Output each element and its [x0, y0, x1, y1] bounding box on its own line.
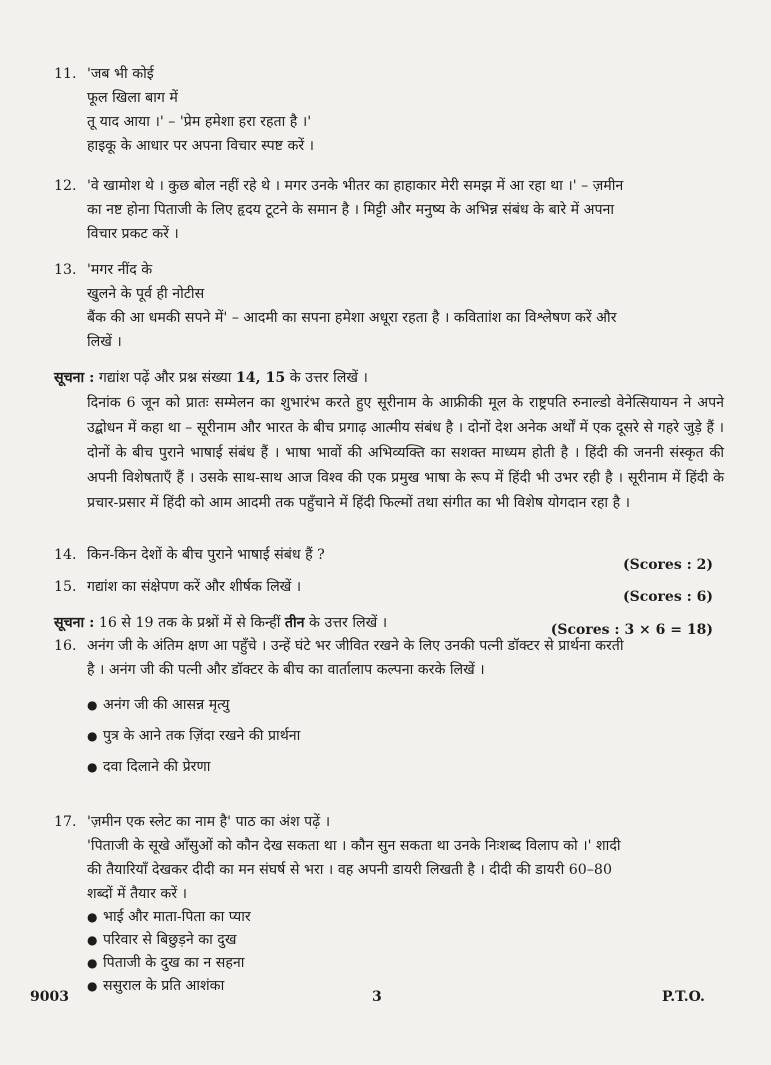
score-label: (Scores : 6)	[622, 589, 713, 605]
question-16	[54, 634, 734, 783]
bullet-text: पुत्र के आने तक ज़िंदा रखने की प्रार्थना	[103, 728, 301, 744]
bullet-text: ससुराल के प्रति आशंका	[103, 978, 225, 994]
paper-code: 9003	[30, 989, 69, 1005]
bullet-icon: ●	[87, 979, 98, 993]
question-13	[54, 258, 734, 354]
bullet-icon: ●	[87, 910, 98, 924]
bullet-icon: ●	[87, 760, 98, 774]
list-item	[87, 752, 734, 783]
bullet-icon: ●	[87, 933, 98, 947]
notice-bold: 14, 15	[235, 370, 286, 386]
pto-label: P.T.O.	[662, 989, 705, 1005]
question-line: 'ज़मीन एक स्लेट का नाम है' पाठ का अंश पढ़ें ।	[87, 814, 331, 830]
list-item	[87, 721, 734, 752]
page-number: 3	[372, 989, 382, 1005]
list-item	[87, 952, 734, 975]
question-line: बैंक की आ धमकी सपने में' – आदमी का सपना हमेशा अधूरा रहता है । कविताांश का विश्लेषण करें और	[87, 310, 617, 326]
bullet-list	[87, 690, 734, 783]
question-number: 13.	[54, 262, 77, 278]
bullet-text: परिवार से बिछुड़ने का दुख	[103, 932, 237, 948]
question-text: गद्यांश का संक्षेपण करें और शीर्षक लिखें ।	[87, 579, 302, 595]
list-item	[87, 690, 734, 721]
question-line: हाइकू के आधार पर अपना विचार स्पष्ट करें ।	[87, 138, 315, 154]
question-line: खुलने के पूर्व ही नोटीस	[87, 286, 205, 302]
question-line: का नष्ट होना पिताजी के लिए हृदय टूटने के समान है । मिट्टी और मनुष्य के अभिन्न संबंध के बारे में अपना	[87, 202, 615, 218]
notice-bold: तीन	[284, 615, 305, 631]
bullet-list	[87, 906, 734, 998]
question-line: 'जब भी कोई	[87, 66, 154, 82]
question-number: 12.	[54, 178, 77, 194]
score-label: (Scores : 3 × 6 = 18)	[550, 622, 713, 638]
notice-text: के उत्तर लिखें ।	[309, 615, 388, 631]
question-line: 'पिताजी के सूखे आँसुओं को कौन देख सकता था । कौन सुन सकता था उनके निःशब्द विलाप को ।' शादी	[87, 838, 621, 854]
question-line: है । अनंग जी की पत्नी और डॉक्टर के बीच का वार्तालाप कल्पना करके लिखें ।	[87, 662, 485, 678]
list-item	[87, 975, 734, 998]
notice-label: सूचना :	[54, 615, 95, 631]
list-item	[87, 929, 734, 952]
question-number: 16.	[54, 638, 77, 654]
bullet-text: अनंग जी की आसन्न मृत्यु	[103, 697, 230, 713]
bullet-icon: ●	[87, 698, 98, 712]
bullet-text: दवा दिलाने की प्रेरणा	[103, 759, 211, 775]
notice-text: 16 से 19 तक के प्रश्नों में से किन्हीं	[98, 615, 281, 631]
question-number: 11.	[54, 66, 77, 82]
question-number: 15.	[54, 579, 77, 595]
question-line: 'मगर नींद के	[87, 262, 153, 278]
bullet-icon: ●	[87, 956, 98, 970]
question-number: 17.	[54, 814, 77, 830]
bullet-text: भाई और माता-पिता का प्यार	[103, 909, 251, 925]
bullet-icon: ●	[87, 729, 98, 743]
question-number: 14.	[54, 547, 77, 563]
bullet-text: पिताजी के दुख का न सहना	[103, 955, 245, 971]
notice-text: गद्यांश पढ़ें और प्रश्न संख्या	[98, 370, 232, 386]
question-line: की तैयारियाँ देखकर दीदी का मन संघर्ष से भरा । वह अपनी डायरी लिखती है । दीदी की डायरी 60–80	[87, 862, 612, 878]
question-line: 'वे खामोश थे । कुछ बोल नहीं रहे थे । मगर उनके भीतर का हाहाकार मेरी समझ में आ रहा था ।' – ज़मीन	[87, 178, 624, 194]
notice-passage	[54, 366, 734, 390]
question-line: विचार प्रकट करें ।	[87, 226, 179, 242]
question-11	[54, 62, 734, 158]
question-line: अनंग जी के अंतिम क्षण आ पहुँचे । उन्हें घंटे भर जीवित रखने के लिए उनकी पत्नी डॉक्टर से प्रार्थना करती	[87, 638, 624, 654]
question-line: तू याद आया ।' – 'प्रेम हमेशा हरा रहता है ।'	[87, 114, 312, 130]
question-line: शब्दों में तैयार करें ।	[87, 886, 187, 902]
notice-label: सूचना :	[54, 370, 95, 386]
question-text: किन-किन देशों के बीच पुराने भाषाई संबंध हैं ?	[87, 547, 325, 563]
question-line: फूल खिला बाग में	[87, 90, 178, 106]
question-line: लिखें ।	[87, 334, 122, 350]
passage: दिनांक 6 जून को प्रातः सम्मेलन का शुभारंभ करते हुए सूरीनाम के आफ्रीकी मूल के राष्ट्रपति रुनाल्डो वेनेत्सियायन ने अपने उद्बोधन में कहा था – सूरीनाम और भारत के बीच प्रगाढ़ आत्मीय संबंध है । दोनों देश अनेक अर्थों में एक दूसरे से गहरे जुड़े हैं । दोनों के बीच पुराने भाषाई संबंध हैं । भाषा भावों की अभिव्यक्ति का सशक्त माध्यम होती है । हिंदी की जननी संस्कृत की अपनी विशेषताएँ हैं । उसके साथ-साथ आज विश्व की एक प्रमुख भाषा के रूप में हिंदी भी उभर रही है । सूरीनाम में हिंदी के प्रचार-प्रसार में हिंदी को आम आदमी तक पहुँचाने में हिंदी फिल्मों तथा संगीत का भी विशेष योगदान रहा है ।	[87, 395, 725, 511]
question-12	[54, 174, 734, 246]
list-item	[87, 906, 734, 929]
question-17	[54, 810, 734, 998]
notice-text: के उत्तर लिखें ।	[289, 370, 368, 386]
score-label: (Scores : 2)	[622, 557, 713, 573]
